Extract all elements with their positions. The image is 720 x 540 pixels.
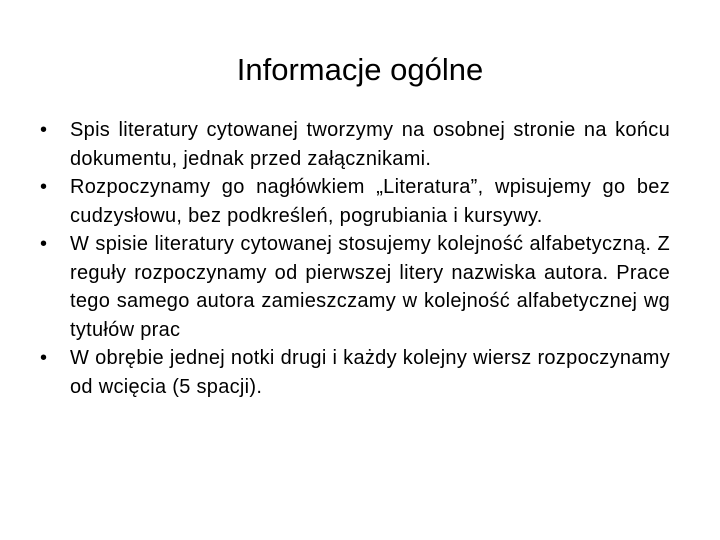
bullet-icon: •: [40, 233, 48, 255]
bullet-icon: •: [40, 347, 48, 369]
bullet-icon: •: [40, 176, 48, 198]
bullet-list: [40, 116, 670, 401]
bullet-item: [40, 116, 670, 173]
bullet-text: Rozpoczynamy go nagłówkiem „Literatura”, wpisujemy go bez cudzysłowu, bez podkreśleń, pogrubiania i kursywy.: [70, 176, 670, 227]
bullet-text: Spis literatury cytowanej tworzymy na osobnej stronie na końcu dokumentu, jednak przed załącznikami.: [70, 119, 670, 170]
bullet-item: [40, 344, 670, 401]
bullet-text: W obrębie jednej notki drugi i każdy kolejny wiersz rozpoczynamy od wcięcia (5 spacji).: [70, 347, 670, 398]
slide-title: Informacje ogólne: [236, 52, 484, 87]
bullet-icon: •: [40, 119, 48, 141]
bullet-item: [40, 230, 670, 344]
bullet-text: W spisie literatury cytowanej stosujemy kolejność alfabetyczną. Z reguły rozpoczynamy od pierwszej litery nazwiska autora. Prace tego samego autora zamieszczamy w kolejność alfabetycznej wg tytułów prac: [70, 233, 670, 341]
bullet-item: [40, 173, 670, 230]
